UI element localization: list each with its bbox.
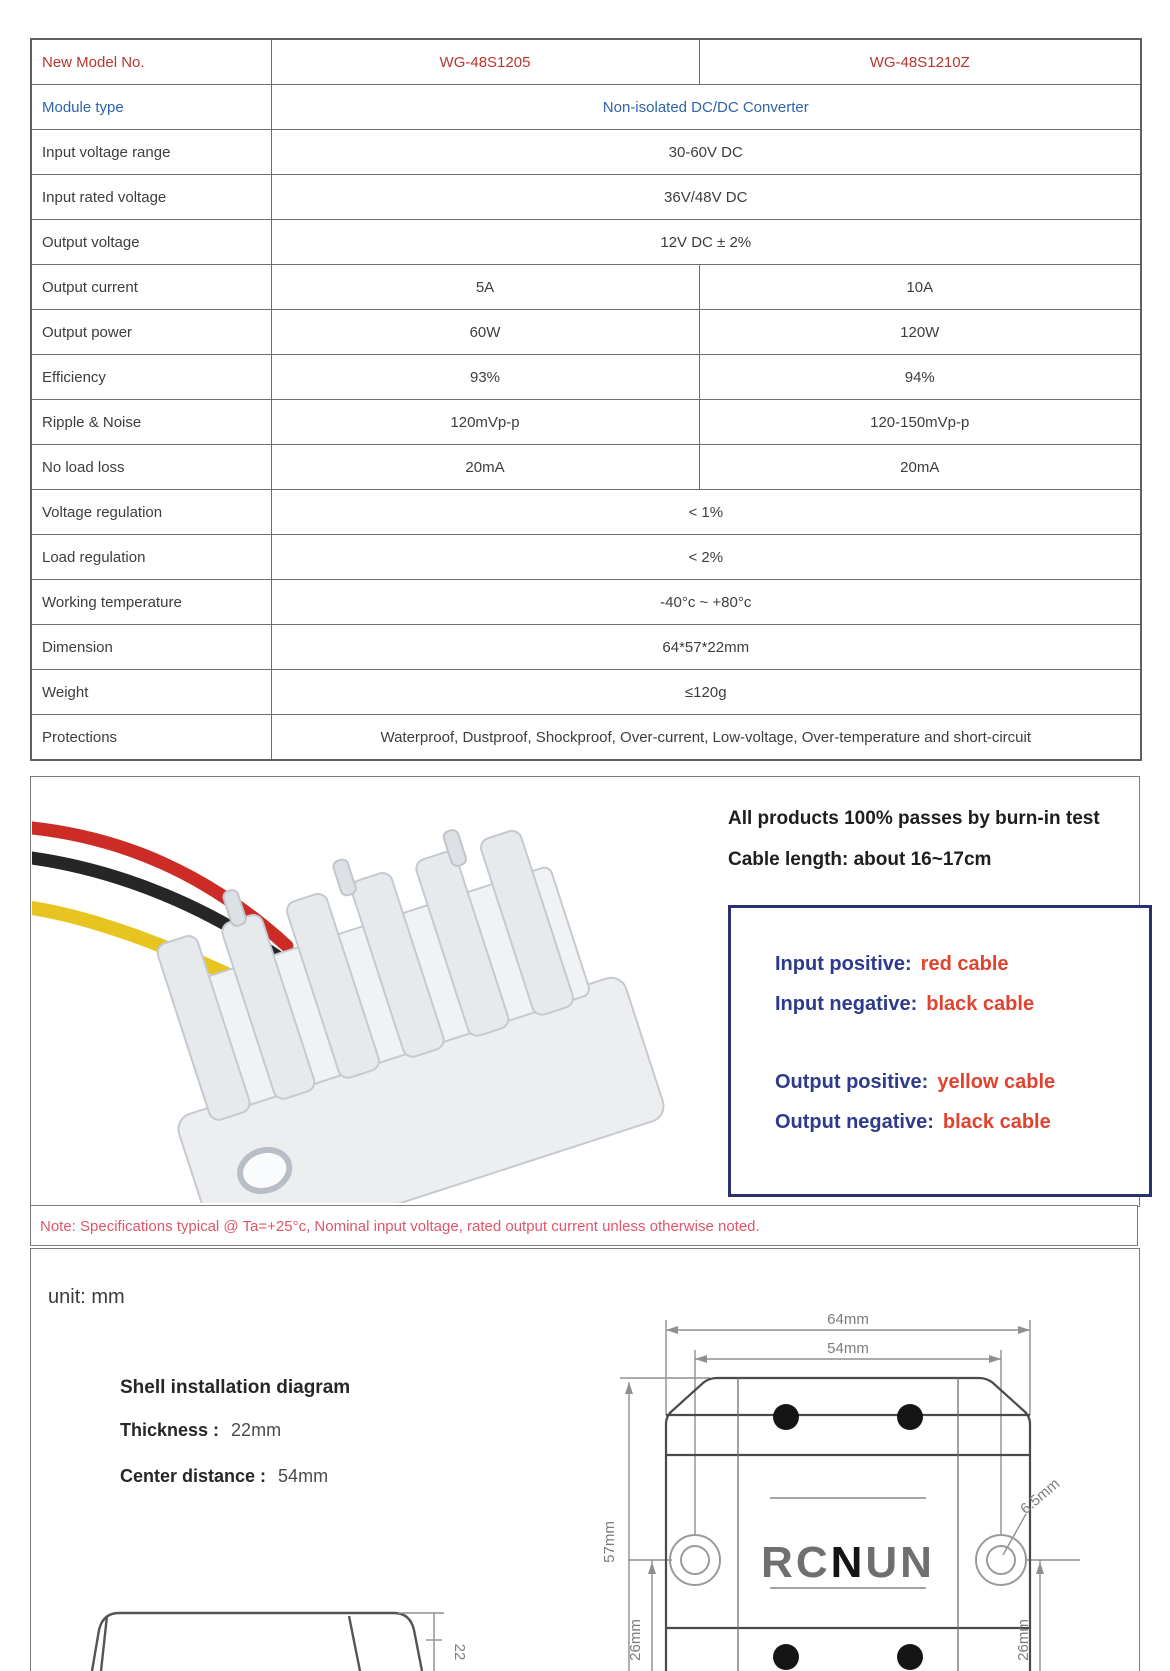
- spec-value: < 1%: [271, 490, 1141, 535]
- product-photo: [32, 778, 672, 1203]
- cable-row-output-negative: [775, 1102, 1149, 1142]
- spec-value: 30-60V DC: [271, 130, 1141, 175]
- spec-label: Voltage regulation: [31, 490, 271, 535]
- side-view-outline: [92, 1613, 422, 1671]
- spec-row: [31, 535, 1141, 580]
- spec-label: Load regulation: [31, 535, 271, 580]
- spec-row: [31, 130, 1141, 175]
- dim-26mm-right: 26mm: [1015, 1619, 1032, 1661]
- spec-label: No load loss: [31, 445, 271, 490]
- dim-6-5mm: 6.5mm: [1017, 1475, 1064, 1518]
- spec-label: Output power: [31, 310, 271, 355]
- center-distance-value: 54mm: [278, 1466, 329, 1486]
- cable-value: yellow cable: [937, 1071, 1056, 1093]
- converter-body: [113, 783, 668, 1203]
- cable-label: Input negative:: [775, 993, 918, 1015]
- center-distance-label: Center distance :: [120, 1466, 267, 1486]
- cable-label: Output negative:: [775, 1111, 934, 1133]
- spec-value: 12V DC ± 2%: [271, 220, 1141, 265]
- spec-value: WG-48S1210Z: [699, 39, 1141, 85]
- spec-row: [31, 670, 1141, 715]
- spec-label: Output current: [31, 265, 271, 310]
- spec-label: Input voltage range: [31, 130, 271, 175]
- cable-row-output-positive: [775, 1062, 1149, 1102]
- spec-value: 120-150mVp-p: [699, 400, 1141, 445]
- spec-table: [30, 38, 1142, 761]
- cable-length-note: Cable length: about 16~17cm: [728, 849, 992, 870]
- cable-value: red cable: [920, 953, 1009, 975]
- spec-row: [31, 355, 1141, 400]
- spec-value: 94%: [699, 355, 1141, 400]
- dim-26mm-left: 26mm: [627, 1619, 644, 1661]
- spec-row: [31, 490, 1141, 535]
- spec-label: Ripple & Noise: [31, 400, 271, 445]
- spec-value: 64*57*22mm: [271, 625, 1141, 670]
- burn-in-note: All products 100% passes by burn-in test: [728, 808, 1100, 829]
- spec-table-body: [31, 39, 1141, 760]
- spec-value: -40°c ~ +80°c: [271, 580, 1141, 625]
- dim-64mm: 64mm: [827, 1311, 869, 1328]
- spec-value: 60W: [271, 310, 699, 355]
- spec-label: Weight: [31, 670, 271, 715]
- spec-label: Module type: [31, 85, 271, 130]
- spec-row: [31, 220, 1141, 265]
- thickness-value: 22mm: [231, 1420, 282, 1440]
- spec-label: Protections: [31, 715, 271, 761]
- dim-54mm: 54mm: [827, 1340, 869, 1357]
- rcnun-logo: RCNUN: [761, 1538, 935, 1587]
- spec-value: 5A: [271, 265, 699, 310]
- spec-value: Waterproof, Dustproof, Shockproof, Over-current, Low-voltage, Over-temperature and short-circuit: [271, 715, 1141, 761]
- dim-22: 22: [451, 1643, 468, 1661]
- spec-row: [31, 175, 1141, 220]
- spec-value: < 2%: [271, 535, 1141, 580]
- spec-value: 120mVp-p: [271, 400, 699, 445]
- cable-row-input-negative: [775, 984, 1149, 1024]
- diagram-title: Shell installation diagram: [120, 1377, 351, 1398]
- spec-label: Working temperature: [31, 580, 271, 625]
- cable-label: Output positive:: [775, 1071, 929, 1093]
- spec-row: [31, 580, 1141, 625]
- spec-value: 20mA: [271, 445, 699, 490]
- spec-row: [31, 625, 1141, 670]
- screw-post: [332, 858, 357, 897]
- cable-value: black cable: [926, 993, 1035, 1015]
- spec-label: New Model No.: [31, 39, 271, 85]
- spec-row: [31, 715, 1141, 761]
- spec-value: WG-48S1205: [271, 39, 699, 85]
- spec-value: 36V/48V DC: [271, 175, 1141, 220]
- center-distance-note: [120, 1466, 328, 1487]
- cable-value: black cable: [942, 1111, 1051, 1133]
- thickness-note: [120, 1420, 281, 1441]
- spec-value: Non-isolated DC/DC Converter: [271, 85, 1141, 130]
- unit-label: unit: mm: [48, 1286, 125, 1308]
- thickness-label: Thickness :: [120, 1420, 220, 1440]
- cable-color-box: [728, 905, 1152, 1197]
- spec-label: Output voltage: [31, 220, 271, 265]
- spec-value: 20mA: [699, 445, 1141, 490]
- cable-box-spacer: [775, 1024, 1149, 1062]
- screw-dots: [773, 1404, 923, 1670]
- spec-value: ≤120g: [271, 670, 1141, 715]
- spec-label: Dimension: [31, 625, 271, 670]
- spec-row: [31, 265, 1141, 310]
- spec-row: [31, 85, 1141, 130]
- spec-row: [31, 400, 1141, 445]
- dimension-lines: [620, 1320, 1080, 1671]
- spec-label: Efficiency: [31, 355, 271, 400]
- spec-row: [31, 310, 1141, 355]
- installation-drawing: [560, 1252, 1140, 1671]
- dim-57mm: 57mm: [601, 1521, 618, 1563]
- spec-row: [31, 445, 1141, 490]
- shell-outline: [666, 1378, 1030, 1671]
- spec-note: Note: Specifications typical @ Ta=+25°c, Nominal input voltage, rated output current unless otherwise noted.: [30, 1205, 1138, 1246]
- cable-row-input-positive: [775, 944, 1149, 984]
- spec-row: [31, 39, 1141, 85]
- spec-value: 10A: [699, 265, 1141, 310]
- spec-value: 120W: [699, 310, 1141, 355]
- spec-value: 93%: [271, 355, 699, 400]
- cable-label: Input positive:: [775, 953, 912, 975]
- spec-label: Input rated voltage: [31, 175, 271, 220]
- shell-side-view: [30, 1600, 560, 1671]
